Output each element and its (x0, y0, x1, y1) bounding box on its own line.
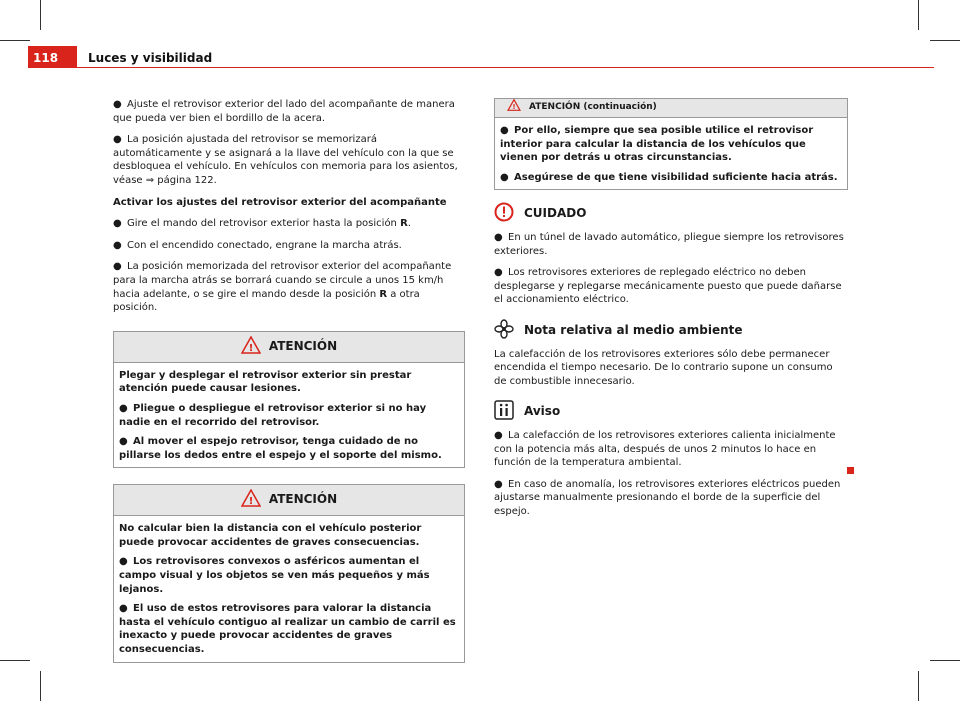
caution-title: CUIDADO (524, 206, 587, 221)
warning-triangle-icon (241, 336, 261, 358)
list-item: ● Con el encendido conectado, engrane la marcha atrás. (113, 239, 402, 251)
caution-heading (494, 202, 848, 226)
warning-title: ATENCIÓN (268, 338, 338, 353)
list-item: ● Pliegue o despliegue el retrovisor exterior si no hay nadie en el recorrido del retrovisor. (119, 402, 427, 428)
note-heading (494, 400, 848, 424)
warning-body (114, 516, 464, 661)
page-number: 118 (33, 51, 59, 65)
crop-mark (930, 660, 960, 661)
subheading: Activar los ajustes del retrovisor exterior del acompañante (113, 196, 447, 208)
warning-triangle-icon (241, 489, 261, 511)
warning-triangle-icon (507, 99, 521, 117)
environment-heading (494, 319, 848, 343)
crop-mark (918, 0, 919, 30)
svg-text:!: ! (248, 496, 254, 508)
warning-body (495, 118, 847, 189)
list-item: ● Asegúrese de que tiene visibilidad suficiente hacia atrás. (500, 171, 838, 183)
warning-text: Plegar y desplegar el retrovisor exterior sin prestar atención puede causar lesiones. (119, 369, 412, 395)
crop-mark (918, 671, 919, 701)
chapter-title: Luces y visibilidad (88, 51, 213, 65)
warning-continued-box (494, 98, 848, 190)
note-title: Aviso (524, 404, 561, 419)
crop-mark (40, 0, 41, 30)
warning-body (114, 363, 464, 468)
warning-header (114, 332, 464, 363)
list-item: ● En caso de anomalía, los retrovisores exteriores eléctricos pueden ajustarse manualmente presionando el borde de la superficie del espejo. (494, 478, 841, 517)
list-item: ● Gire el mando del retrovisor exterior hasta la posición R. (113, 218, 411, 230)
environment-icon (494, 319, 514, 343)
svg-text:!: ! (248, 342, 254, 354)
warning-box (113, 484, 465, 662)
warning-header (495, 99, 847, 118)
right-column (494, 98, 848, 526)
list-item: ● La calefacción de los retrovisores exteriores calienta inicialmente con la potencia más alta, después de unos 2 minutos lo hace en función de la temperatura ambiental. (494, 429, 836, 469)
section-end-marker (847, 467, 854, 474)
environment-text: La calefacción de los retrovisores exteriores sólo debe permanecer encendida el tiempo necesario. De lo contrario supone un consumo de combustible innecesario. (494, 348, 833, 387)
caution-icon (494, 202, 514, 226)
list-item: ● En un túnel de lavado automático, pliegue siempre los retrovisores exteriores. (494, 231, 844, 257)
svg-text:!: ! (512, 103, 516, 112)
warning-box (113, 331, 465, 469)
list-item: ● El uso de estos retrovisores para valorar la distancia hasta el vehículo contiguo al realizar un cambio de carril es inexacto y puede provocar accidentes de graves consecuencias. (119, 603, 456, 656)
header-divider (77, 67, 934, 68)
crop-mark (930, 40, 960, 41)
warning-header (114, 485, 464, 516)
list-item: ● Por ello, siempre que sea posible utilice el retrovisor interior para calcular la distancia de los vehículos que vienen por detrás u otras circunstancias. (500, 125, 814, 164)
warning-title: ATENCIÓN (continuación) (529, 102, 657, 113)
left-column (113, 98, 465, 675)
crop-mark (0, 660, 30, 661)
list-item: ● Ajuste el retrovisor exterior del lado del acompañante de manera que pueda ver bien el bordillo de la acera. (113, 99, 455, 124)
list-item: ● Los retrovisores exteriores de replegado eléctrico no deben desplegarse y replegarse mecánicamente puesto que puede dañarse el accionamiento eléctrico. (494, 267, 842, 306)
warning-title: ATENCIÓN (268, 492, 338, 507)
list-item: ● Los retrovisores convexos o asféricos aumentan el campo visual y los objetos se ven más pequeños y más lejanos. (119, 556, 430, 595)
crop-mark (0, 40, 30, 41)
crop-mark (40, 671, 41, 701)
list-item: ● La posición memorizada del retrovisor exterior del acompañante para la marcha atrás se borrará cuando se circule a unos 15 km/h hacia adelante, o se gire el mando desde la posición R a otra posición. (113, 261, 452, 314)
list-item: ● Al mover el espejo retrovisor, tenga cuidado de no pillarse los dedos entre el espejo y el soporte del mismo. (119, 436, 442, 461)
warning-text: No calcular bien la distancia con el vehículo posterior puede provocar accidentes de graves consecuencias. (119, 523, 422, 548)
environment-title: Nota relativa al medio ambiente (524, 322, 743, 337)
info-icon (494, 400, 514, 424)
list-item: ● La posición ajustada del retrovisor se memorizará automáticamente y se asignará a la llave del vehículo con la que se desbloquea el vehículo. En vehículos con memoria para los asientos, véase ⇒ página 122. (113, 134, 458, 186)
